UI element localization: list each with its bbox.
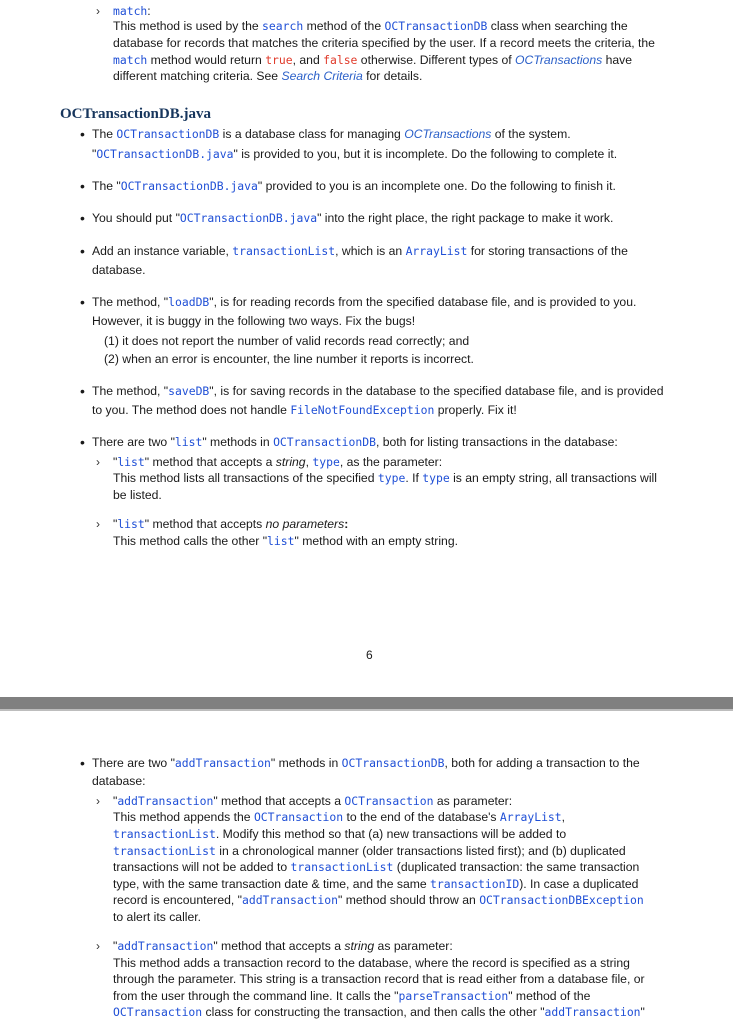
page-number: 6 <box>366 648 373 662</box>
bullet-3: • You should put "OCTransactionDB.java" into the right place, the right package to make it work. <box>92 210 613 226</box>
add-method-1-title: "addTransaction" method that accepts a OCTransaction as parameter: <box>113 794 513 808</box>
bullet-8-line-2: database: <box>92 774 146 788</box>
list-method-1-title: "list" method that accepts a string, type, as the parameter: <box>113 455 443 469</box>
add-method-1-desc-1: This method appends the OCTransaction to the end of the database's ArrayList, <box>113 810 566 824</box>
chevron-right-icon: › <box>96 939 100 953</box>
intro-line-4: different matching criteria. See Search Criteria for details. <box>113 69 423 83</box>
search-criteria-link[interactable]: Search Criteria <box>281 69 363 83</box>
match-label: match: <box>113 4 151 18</box>
chevron-right-icon: › <box>96 517 100 531</box>
bullet-8-line-1: • There are two "addTransaction" methods in OCTransactionDB, both for adding a transaction to the <box>92 755 640 771</box>
add-method-1-desc-2: transactionList. Modify this method so that (a) new transactions will be added to <box>113 827 567 841</box>
add-method-1-desc-7: to alert its caller. <box>113 910 202 924</box>
chevron-right-icon: › <box>96 4 100 18</box>
page-divider-shadow <box>0 709 733 711</box>
add-method-1-desc-4: transactions will not be added to transactionList (duplicated transaction: the same transaction <box>113 860 640 874</box>
add-method-1-desc-6: record is encountered, "addTransaction" method should throw an OCTransactionDBException <box>113 893 644 907</box>
list-method-1-desc-1: This method lists all transactions of the specified type. If type is an empty string, all transactions will <box>113 471 657 485</box>
page-divider <box>0 697 733 709</box>
bullet-5-line-2: However, it is buggy in the following two ways. Fix the bugs! <box>92 314 416 328</box>
list-method-2-desc: This method calls the other "list" method with an empty string. <box>113 534 458 548</box>
add-method-1-desc-5: type, with the same transaction date & time, and the same transactionID). In case a duplicated <box>113 877 639 891</box>
chevron-right-icon: › <box>96 794 100 808</box>
intro-line-2: database for records that matches the criteria specified by the user. If a record meets the criteria, the <box>113 36 655 50</box>
list-method-2-title: "list" method that accepts no parameters: <box>113 517 349 531</box>
add-method-1-desc-3: transactionList in a chronological manner (older transactions listed first); and (b) duplicated <box>113 844 626 858</box>
add-method-2-desc-1: This method adds a transaction record to the database, where the record is specified as a string <box>113 956 630 970</box>
chevron-right-icon: › <box>96 455 100 469</box>
intro-line-3: match method would return true, and false otherwise. Different types of OCTransactions have <box>113 53 633 67</box>
list-method-1-desc-2: be listed. <box>113 488 162 502</box>
section-heading: OCTransactionDB.java <box>60 106 211 122</box>
add-method-2-desc-4: OCTransaction class for constructing the transaction, and then calls the other "addTransaction" <box>113 1005 645 1019</box>
intro-line-1: This method is used by the search method of the OCTransactionDB class when searching the <box>113 19 628 33</box>
bullet-5-item-2: (2) when an error is encounter, the line number it reports is incorrect. <box>104 352 474 366</box>
bullet-1-line-2: "OCTransactionDB.java" is provided to you, but it is incomplete. Do the following to complete it. <box>92 147 618 161</box>
add-method-2-title: "addTransaction" method that accepts a string as parameter: <box>113 939 453 953</box>
bullet-6-line-2: to you. The method does not handle FileNotFoundException properly. Fix it! <box>92 403 517 417</box>
bullet-4-line-1: • Add an instance variable, transactionList, which is an ArrayList for storing transactions of the <box>92 243 628 259</box>
add-method-2-desc-3: from the user through the command line. It calls the "parseTransaction" method of the <box>113 989 591 1003</box>
bullet-6-line-1: • The method, "saveDB", is for saving records in the database to the specified database file, and is provided <box>92 383 663 399</box>
bullet-5-line-1: • The method, "loadDB", is for reading records from the specified database file, and is provided to you. <box>92 294 636 310</box>
bullet-7: • There are two "list" methods in OCTransactionDB, both for listing transactions in the database: <box>92 434 618 450</box>
add-method-2-desc-2: through the parameter. This string is a transaction record that is read either from a database file, or <box>113 972 645 986</box>
bullet-4-line-2: database. <box>92 263 146 277</box>
bullet-2: • The "OCTransactionDB.java" provided to you is an incomplete one. Do the following to finish it. <box>92 178 616 194</box>
bullet-5-item-1: (1) it does not report the number of valid records read correctly; and <box>104 334 470 348</box>
bullet-1-line-1: • The OCTransactionDB is a database class for managing OCTransactions of the system. <box>92 126 571 142</box>
